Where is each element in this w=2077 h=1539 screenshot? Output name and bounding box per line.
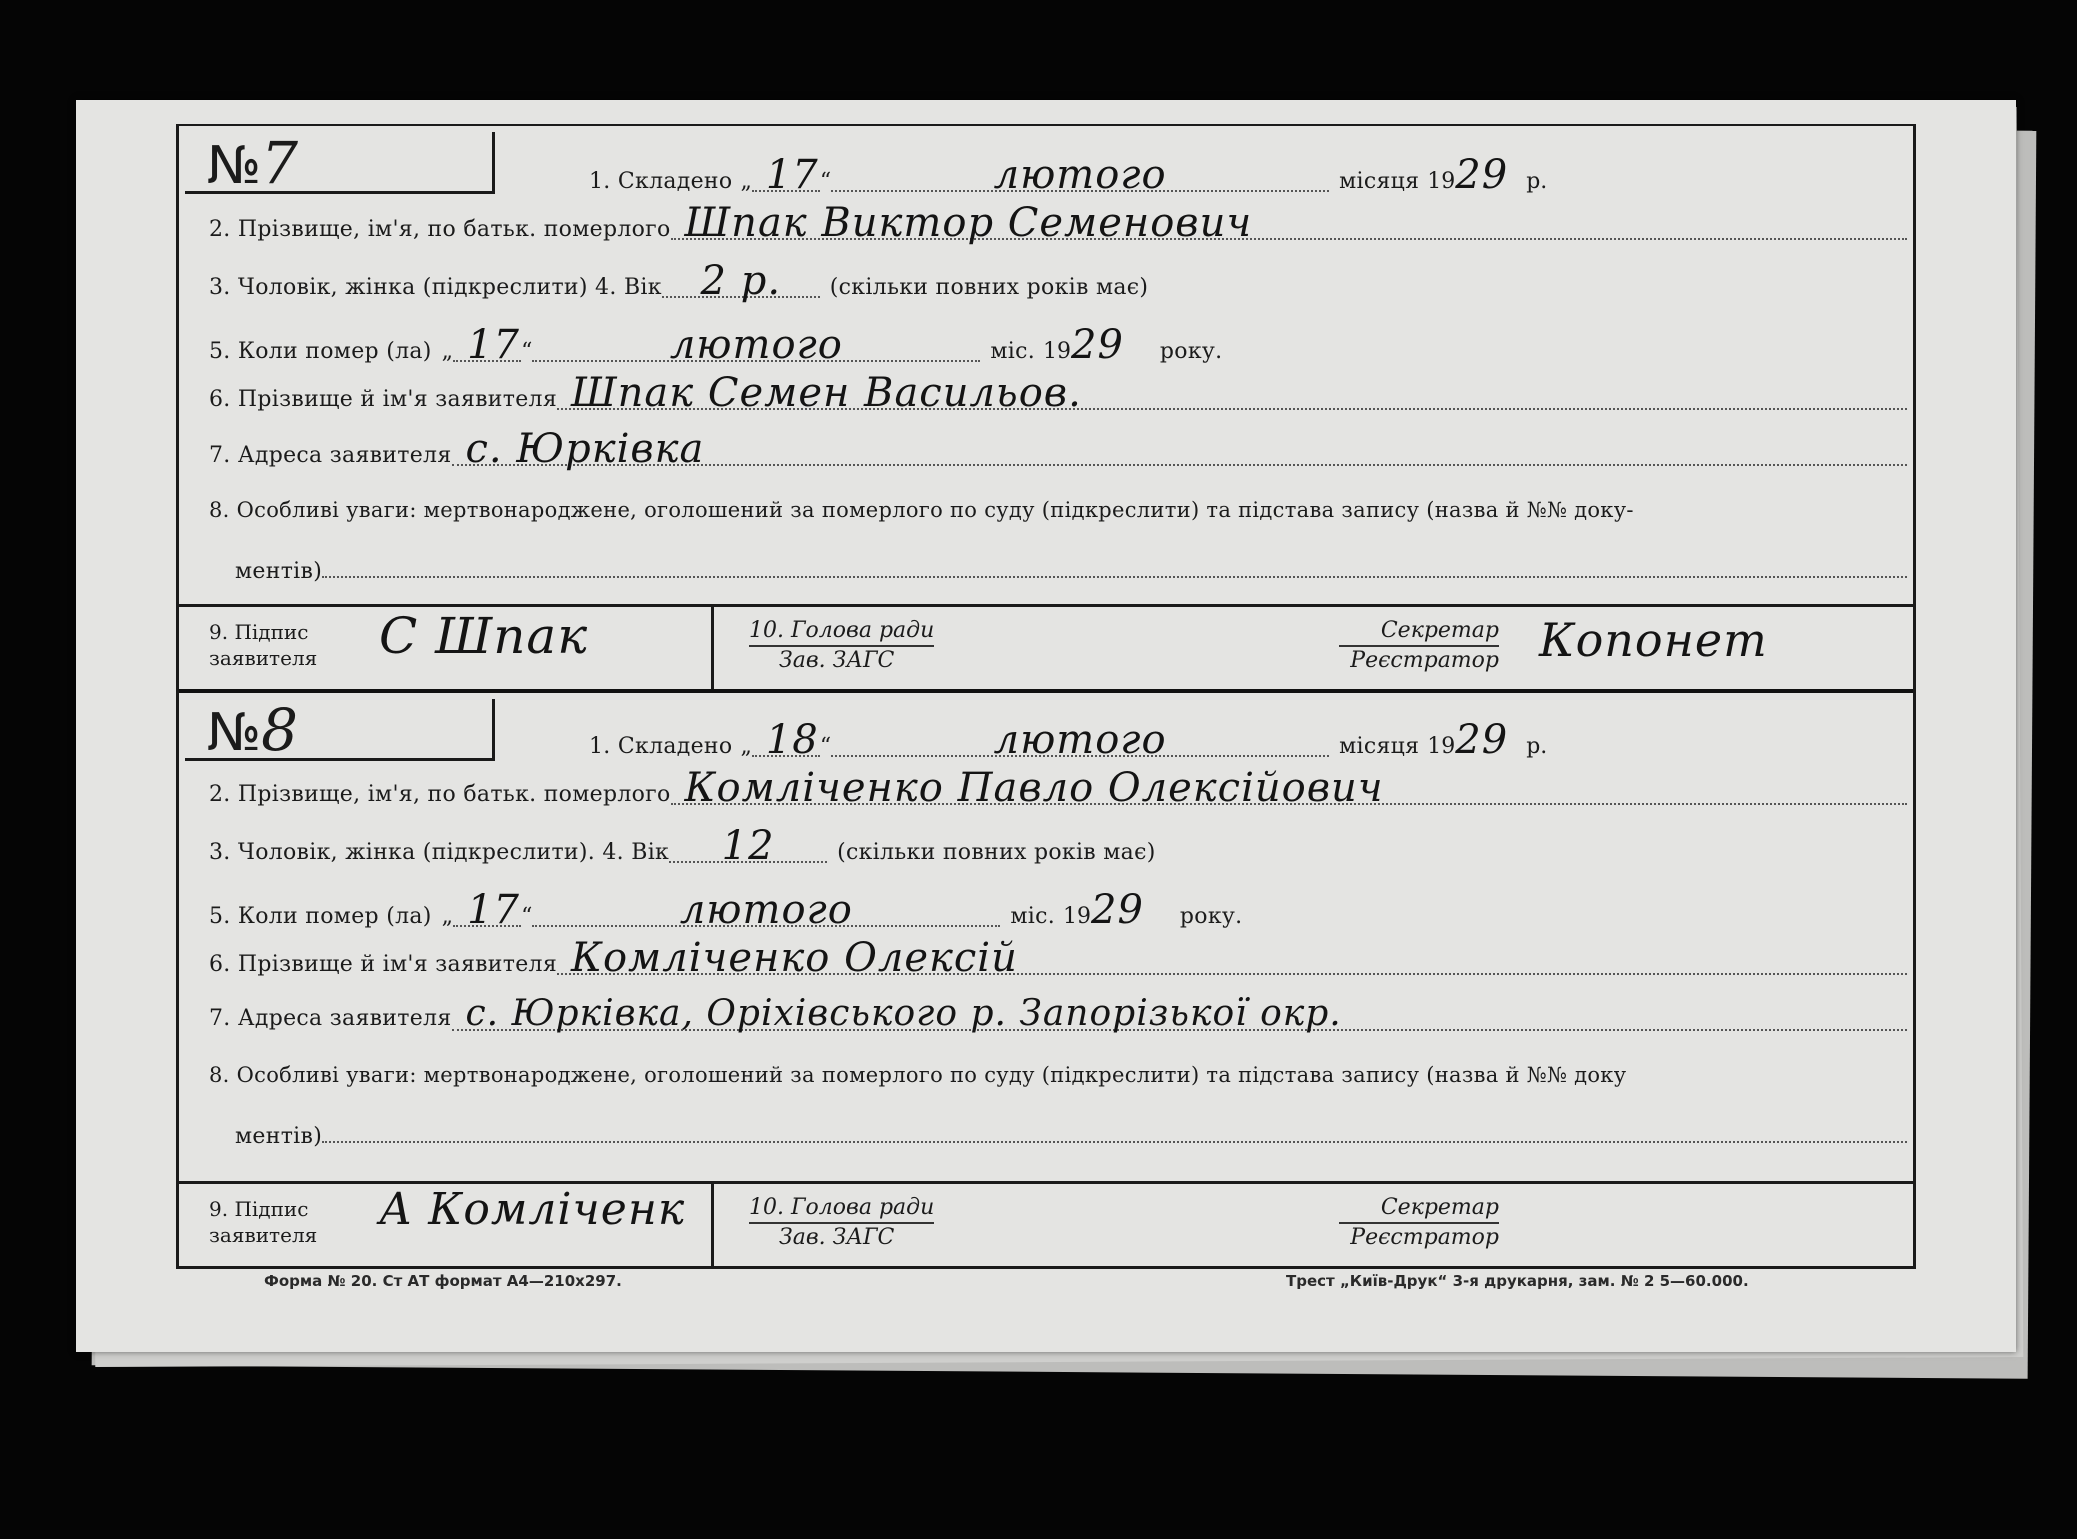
quote-close: “ [819,734,832,759]
special-notes-label: 8. Особливі уваги: мертвонароджене, оголошений за померлого по суду (підкреслити) та підстава запису (назва й №№ доку- [209,498,1634,522]
compiled-label: 1. Складено [589,169,733,194]
record-number-box [185,129,495,197]
signature-label-line2: заявителя [209,646,318,670]
death-year: 29 [1071,322,1124,368]
compiled-year: 29 [1455,152,1509,198]
compiled-year: 29 [1455,717,1509,763]
applicant-name-label: 6. Прізвище й ім'я заявителя [209,952,558,977]
compiled-day: 17 [752,160,820,192]
secretary-label-line2: Реєстратор [1350,648,1499,673]
year-prefix: 19 [1063,904,1091,929]
special-notes-blank [322,554,1907,578]
record-8 [179,693,1913,1266]
line-7-applicant-address [209,426,1907,472]
line-7-applicant-address [209,993,1907,1034]
quote-open: „ [740,734,752,759]
number-sign: № [207,703,262,763]
head-label-line1: 10. Голова ради [749,617,934,647]
applicant-signature-label [209,619,317,671]
applicant-signature: А Комліченк [379,1184,686,1235]
line-2-deceased-name [209,765,1907,811]
signature-label-line2: заявителя [209,1223,318,1247]
compiled-month: лютого [831,160,1329,192]
head-label-line1: 10. Голова ради [749,1194,934,1224]
line-2-deceased-name [209,200,1907,246]
line-6-applicant-name [209,935,1907,981]
death-register-form [176,124,1916,1269]
record-number-box [185,696,495,764]
deceased-name-label: 2. Прізвище, ім'я, по батьк. померлого [209,782,671,807]
line-8-special-notes [209,498,1907,522]
documents-label: ментів) [235,559,323,584]
age-note: (скільки повних років має) [837,840,1156,865]
compiled-label: 1. Складено [589,734,733,759]
applicant-name: Шпак Семен Васильов. [557,378,1907,410]
form-footer-left: Форма № 20. Ст АТ формат А4—210х297. [264,1272,622,1290]
death-month: лютого [532,895,1000,927]
deceased-name-label: 2. Прізвище, ім'я, по батьк. померлого [209,217,671,242]
signature-divider [711,607,714,689]
deceased-age: 12 [669,831,827,863]
applicant-address: с. Юрківка [452,434,1907,466]
deceased-age: 2 р. [662,266,820,298]
year-prefix: 19 [1043,339,1071,364]
quote-close: “ [521,339,533,364]
secretary-label [1339,1194,1499,1252]
line-8-continuation [235,1119,1907,1149]
quote-open: „ [441,904,454,929]
special-notes-label: 8. Особливі уваги: мертвонароджене, оголошений за померлого по суду (підкреслити) та підстава запису (назва й №№ доку [209,1063,1627,1087]
record-number: 7 [261,129,298,197]
secretary-label-line2: Реєстратор [1350,1225,1499,1250]
line-8-special-notes [209,1063,1907,1087]
head-label [749,617,934,675]
death-date-label: 5. Коли помер (ла) [209,339,432,364]
registrar-signature: Копонет [1539,613,1768,667]
quote-close: “ [819,169,832,194]
special-notes-blank [322,1119,1907,1143]
applicant-name: Комліченко Олексій [557,943,1907,975]
signature-row [179,1181,1913,1266]
line-8-continuation [235,554,1907,584]
signature-row [179,604,1913,689]
year-prefix: 19 [1427,734,1456,759]
year-word: року. [1159,339,1223,364]
applicant-address-label: 7. Адреса заявителя [209,443,452,468]
line-1-compiled [589,717,1907,763]
line-3-gender-age [209,258,1907,304]
death-year: 29 [1091,887,1144,933]
secretary-label-line1: Секретар [1339,1194,1499,1224]
applicant-address-label: 7. Адреса заявителя [209,1006,452,1031]
quote-close: “ [521,904,533,929]
month-label: місяця [1339,169,1420,194]
applicant-name-label: 6. Прізвище й ім'я заявителя [209,387,558,412]
gender-age-label: 3. Чоловік, жінка (підкреслити). 4. Вік [209,840,670,865]
death-date-label: 5. Коли помер (ла) [209,904,432,929]
line-1-compiled [589,152,1907,198]
deceased-name: Шпак Виктор Семенович [671,208,1907,240]
line-3-gender-age [209,823,1907,869]
compiled-month: лютого [831,725,1329,757]
year-word: року. [1179,904,1243,929]
year-prefix: 19 [1427,169,1456,194]
month-short-label: міс. [1010,904,1055,929]
death-day: 17 [453,895,521,927]
head-label [749,1194,934,1252]
form-footer-right: Трест „Київ-Друк“ 3-я друкарня, зам. № 2 5—60.000. [1286,1272,1749,1290]
applicant-signature-label [209,1196,317,1248]
head-label-line2: Зав. ЗАГС [779,648,895,673]
signature-divider [711,1184,714,1266]
signature-label-line1: 9. Підпис [209,1197,309,1221]
age-note: (скільки повних років має) [829,275,1149,300]
death-month: лютого [532,330,980,362]
applicant-signature: С Шпак [379,607,589,665]
line-6-applicant-name [209,370,1907,416]
signature-label-line1: 9. Підпис [209,620,309,644]
record-number: 8 [261,696,298,764]
documents-label: ментів) [235,1124,323,1149]
quote-open: „ [441,339,454,364]
number-sign: № [207,136,262,196]
compiled-day: 18 [752,725,820,757]
secretary-label-line1: Секретар [1339,617,1499,647]
applicant-address: с. Юрківка, Оріхівського р. Запорізької окр. [452,999,1907,1031]
line-5-date-of-death [209,322,1907,368]
secretary-label [1339,617,1499,675]
record-7 [179,126,1913,693]
year-suffix: р. [1526,169,1548,194]
line-5-date-of-death [209,887,1907,933]
document-sheet [76,100,2016,1352]
month-label: місяця [1339,734,1420,759]
quote-open: „ [740,169,752,194]
month-short-label: міс. [990,339,1035,364]
year-suffix: р. [1526,734,1548,759]
gender-age-label: 3. Чоловік, жінка (підкреслити) 4. Вік [209,275,662,300]
deceased-name: Комліченко Павло Олексійович [671,773,1907,805]
death-day: 17 [453,330,521,362]
head-label-line2: Зав. ЗАГС [779,1225,895,1250]
